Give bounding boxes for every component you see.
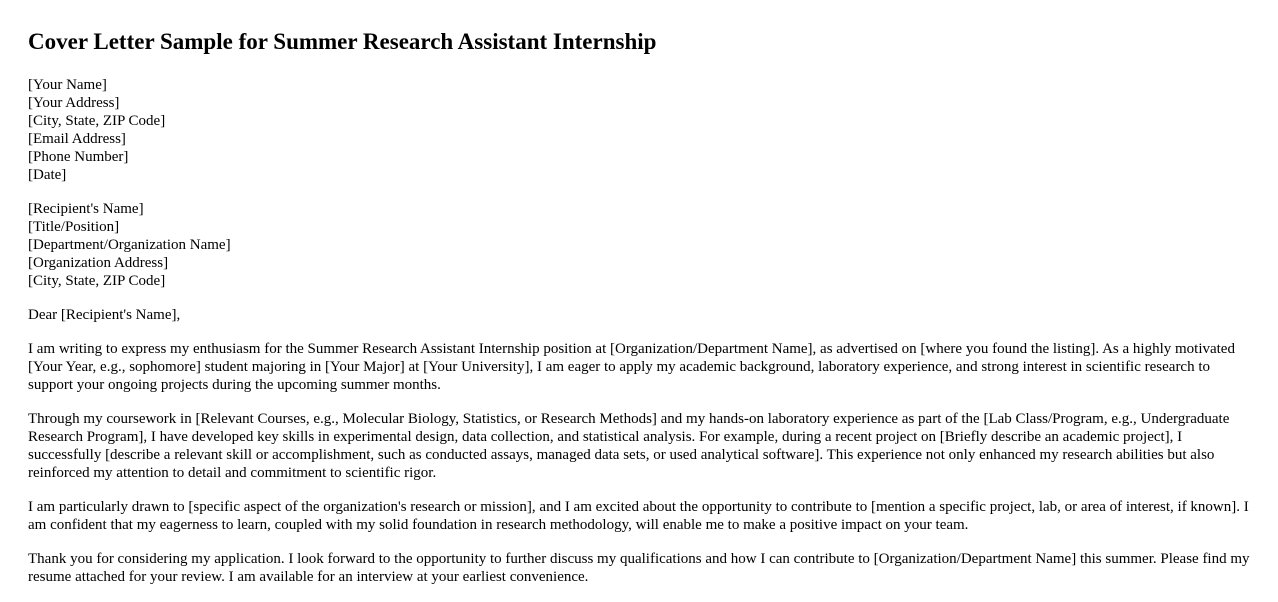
sender-address: [Your Address] xyxy=(28,95,120,111)
body-paragraph-2: Through my coursework in [Relevant Courses, e.g., Molecular Biology, Statistics, or Research Methods] and my hands-on laboratory experience as part of the [Lab Class/Program, e.g., Undergraduate Research Program], I have developed key skills in experimental design, data collection, and statistical analysis. For example, during a recent project on [Briefly describe an academic project], I successfully [describe a relevant skill or accomplishment, such as conducted assays, managed data sets, or used analytical software]. This experience not only enhanced my research abilities but also reinforced my attention to detail and commitment to scientific rigor. xyxy=(28,411,1230,481)
recipient-name: [Recipient's Name] xyxy=(28,201,144,217)
recipient-department: [Department/Organization Name] xyxy=(28,237,231,253)
sender-name: [Your Name] xyxy=(28,77,107,93)
sender-city-state-zip: [City, State, ZIP Code] xyxy=(28,113,166,129)
document-page xyxy=(28,28,1250,602)
recipient-title: [Title/Position] xyxy=(28,219,120,235)
recipient-address: [Organization Address] xyxy=(28,255,169,271)
page-title: Cover Letter Sample for Summer Research Assistant Internship xyxy=(28,29,657,54)
sender-email: [Email Address] xyxy=(28,131,126,147)
recipient-block xyxy=(28,200,1250,290)
recipient-city-state-zip: [City, State, ZIP Code] xyxy=(28,273,166,289)
salutation: Dear [Recipient's Name], xyxy=(28,307,181,323)
sender-phone: [Phone Number] xyxy=(28,149,129,165)
body-paragraph-3: I am particularly drawn to [specific aspect of the organization's research or mission], and I am excited about the opportunity to contribute to [mention a specific project, lab, or area of interest, if known]. I am confident that my eagerness to learn, coupled with my solid foundation in research methodology, will enable me to make a positive impact on your team. xyxy=(28,499,1249,533)
sender-date: [Date] xyxy=(28,167,67,183)
body-paragraph-4: Thank you for considering my application. I look forward to the opportunity to further discuss my qualifications and how I can contribute to [Organization/Department Name] this summer. Please find my resume attached for your review. I am available for an interview at your earliest convenience. xyxy=(28,551,1250,585)
body-paragraph-1: I am writing to express my enthusiasm for the Summer Research Assistant Internship position at [Organization/Department Name], as advertised on [where you found the listing]. As a highly motivated [Your Year, e.g., sophomore] student majoring in [Your Major] at [Your University], I am eager to apply my academic background, laboratory experience, and strong interest in scientific research to support your ongoing projects during the upcoming summer months. xyxy=(28,341,1235,393)
sender-block xyxy=(28,76,1250,184)
